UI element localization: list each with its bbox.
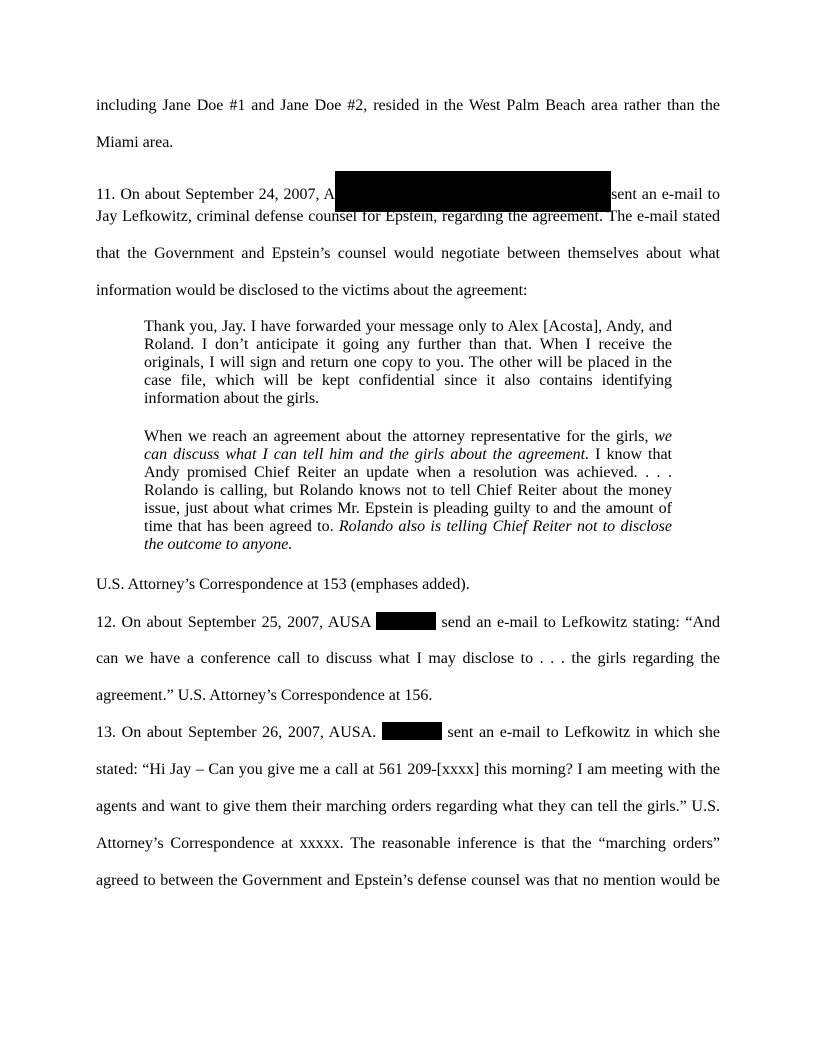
body-line: agreement.” U.S. Attorney’s Correspondence at 156. [96,687,433,704]
body-line: Attorney’s Correspondence at xxxxx. The reasonable inference is that the “marching orders” [96,835,720,852]
paragraph-13-text: 13. On about September 26, 2007, AUSA. [96,724,382,741]
quote-text: When we reach an agreement about the attorney representative for the girls, [144,428,655,445]
quote-paragraph [144,428,672,554]
quote-emphasis: Rolando also is telling Chief Reiter not to disclose the outcome to anyone. [144,518,672,553]
block-quote [144,318,672,408]
quote-text: I know that Andy promised Chief Reiter an update when a resolution was achieved. . . . Rolando is calling, but Rolando knows not to tell Chief Reiter about the money issue, just about what crimes Mr. Epstein is pleading guilty to and the amount of time that has been agreed to. [144,446,672,535]
paragraph-11-text: sent an e-mail to [611,186,721,203]
body-line: agents and want to give them their marching orders regarding what they can tell the girls.” U.S. [96,798,720,815]
body-line: information would be disclosed to the victims about the agreement: [96,282,528,299]
partial-letter: A [323,186,336,203]
redaction-block [335,171,611,212]
paragraph-12-text: 12. On about September 25, 2007, AUSA [96,614,377,631]
redaction-block [376,612,436,630]
body-line: that the Government and Epstein’s counsel would negotiate between themselves about what [96,245,720,262]
body-line: including Jane Doe #1 and Jane Doe #2, resided in the West Palm Beach area rather than the [96,97,720,114]
quote-emphasis: we can discuss what I can tell him and the girls about the agreement. [144,428,672,463]
body-line: Miami area. [96,134,174,151]
body-line: agreed to between the Government and Epstein’s defense counsel was that no mention would be [96,872,720,889]
block-quote [144,428,672,554]
paragraph-13-text: sent an e-mail to Lefkowitz in which she [441,724,721,741]
body-line: Jay Lefkowitz, criminal defense counsel for Epstein, regarding the agreement. The e-mail stated [96,208,720,225]
paragraph-12-line [96,612,720,632]
citation-line: U.S. Attorney’s Correspondence at 153 (emphases added). [96,576,470,593]
paragraph-11-text: 11. On about September 24, 2007, [96,186,324,203]
paragraph-13-line [96,722,720,742]
redaction-block [382,722,442,740]
paragraph-11-line [96,171,720,212]
paragraph-12-text: send an e-mail to Lefkowitz stating: “And [436,614,720,631]
body-line: can we have a conference call to discuss what I may disclose to . . . the girls regarding the [96,650,720,667]
body-line: stated: “Hi Jay – Can you give me a call at 561 209-[xxxx] this morning? I am meeting with the [96,761,720,778]
quote-paragraph: Thank you, Jay. I have forwarded your message only to Alex [Acosta], Andy, and Roland. I don’t anticipate it going any further than that. When I receive the originals, I will sign and return one copy to you. The other will be placed in the case file, which will be kept confidential since it also contains identifying information about the girls. [144,318,672,407]
